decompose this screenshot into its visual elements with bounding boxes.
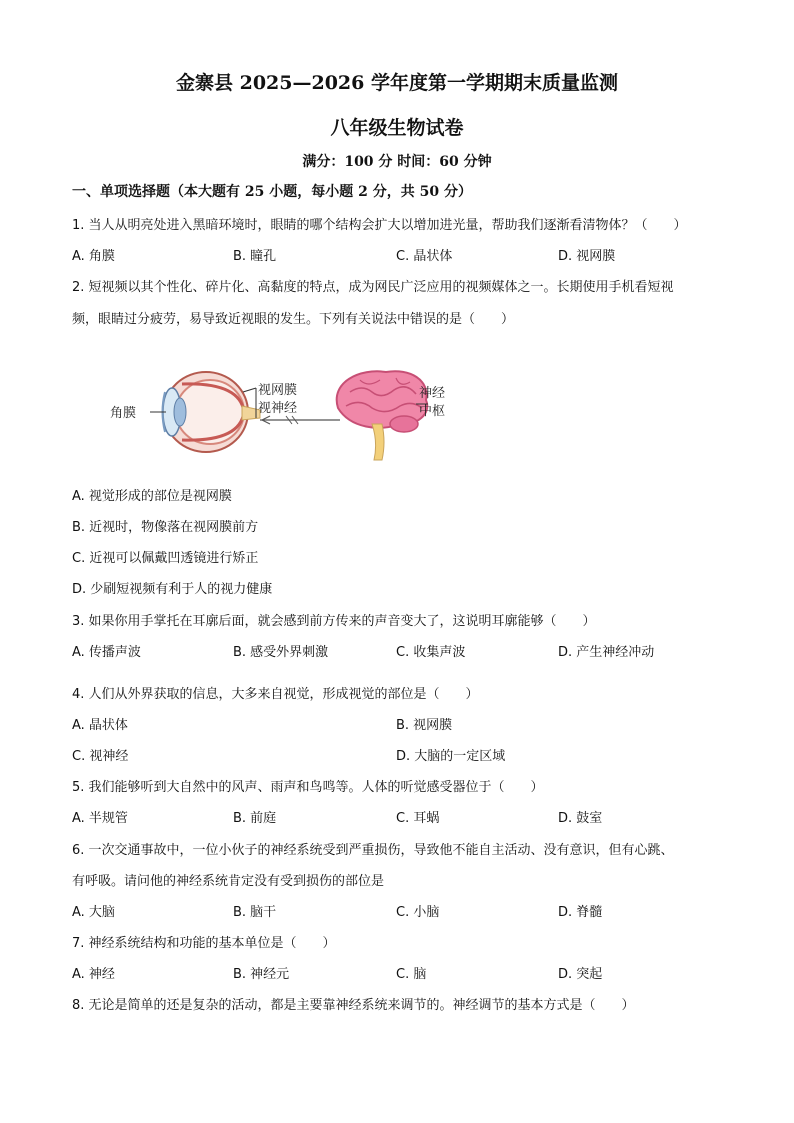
exam-title: 金寨县 2025—2026 学年度第一学期期末质量监测 xyxy=(176,72,618,94)
label-optic-nerve: 视神经 xyxy=(258,401,298,416)
q6-option-a: A. 大脑 xyxy=(72,905,115,920)
q2-option-d: D. 少刷短视频有利于人的视力健康 xyxy=(72,582,273,597)
question-8-stem: 8. 无论是简单的还是复杂的活动，都是主要靠神经系统来调节的。神经调节的基本方式是（ ） xyxy=(72,998,635,1013)
q3-option-c: C. 收集声波 xyxy=(396,645,466,660)
q4-option-b: B. 视网膜 xyxy=(396,718,453,733)
label-retina: 视网膜 xyxy=(258,383,298,398)
question-2-stem-line2: 频，眼睛过分疲劳，易导致近视眼的发生。下列有关说法中错误的是（ ） xyxy=(72,312,515,327)
q7-option-b: B. 神经元 xyxy=(233,967,290,982)
label-center-2: 中枢 xyxy=(419,404,446,419)
q4-option-d: D. 大脑的一定区域 xyxy=(396,749,506,764)
q2-option-b: B. 近视时，物像落在视网膜前方 xyxy=(72,520,259,535)
question-7-stem: 7. 神经系统结构和功能的基本单位是（ ） xyxy=(72,936,336,951)
question-5-stem: 5. 我们能够听到大自然中的风声、雨声和鸟鸣等。人体的听觉感受器位于（ ） xyxy=(72,780,544,795)
q6-option-d: D. 脊髓 xyxy=(558,905,603,920)
question-6-stem-line1: 6. 一次交通事故中，一位小伙子的神经系统受到严重损伤，导致他不能自主活动、没有意识，但有心跳、 xyxy=(72,843,674,858)
q5-option-a: A. 半规管 xyxy=(72,811,128,826)
q4-option-c: C. 视神经 xyxy=(72,749,129,764)
question-4-stem: 4. 人们从外界获取的信息，大多来自视觉，形成视觉的部位是（ ） xyxy=(72,687,479,702)
eye-brain-diagram xyxy=(110,362,470,472)
q2-option-c: C. 近视可以佩戴凹透镜进行矫正 xyxy=(72,551,259,566)
question-3-stem: 3. 如果你用手掌托在耳廓后面，就会感到前方传来的声音变大了，这说明耳廓能够（ ） xyxy=(72,614,596,629)
q6-option-b: B. 脑干 xyxy=(233,905,277,920)
q3-option-a: A. 传播声波 xyxy=(72,645,141,660)
eyeball-illustration xyxy=(163,372,261,452)
eye-brain-figure xyxy=(110,362,470,472)
brain-illustration xyxy=(337,371,428,460)
q1-option-b: B. 瞳孔 xyxy=(233,249,277,264)
question-1-stem: 1. 当人从明亮处进入黑暗环境时，眼睛的哪个结构会扩大以增加进光量，帮助我们逐渐看清物体？（ ） xyxy=(72,218,687,233)
q1-option-c: C. 晶状体 xyxy=(396,249,453,264)
q5-option-c: C. 耳蜗 xyxy=(396,811,440,826)
q3-option-b: B. 感受外界刺激 xyxy=(233,645,329,660)
q7-option-c: C. 脑 xyxy=(396,967,427,982)
exam-info: 满分：100 分 时间：60 分钟 xyxy=(302,154,492,170)
q5-option-d: D. 鼓室 xyxy=(558,811,603,826)
label-center-1: 神经 xyxy=(419,386,446,401)
question-6-stem-line2: 有呼吸。请问他的神经系统肯定没有受到损伤的部位是 xyxy=(72,874,385,889)
label-cornea: 角膜 xyxy=(110,406,137,421)
q2-option-a: A. 视觉形成的部位是视网膜 xyxy=(72,489,232,504)
exam-subtitle: 八年级生物试卷 xyxy=(330,117,464,139)
question-2-stem-line1: 2. 短视频以其个性化、碎片化、高黏度的特点，成为网民广泛应用的视频媒体之一。长期使用手机看短视 xyxy=(72,280,674,295)
q5-option-b: B. 前庭 xyxy=(233,811,277,826)
q7-option-d: D. 突起 xyxy=(558,967,603,982)
section-heading: 一、单项选择题（本大题有 25 小题，每小题 2 分，共 50 分） xyxy=(72,184,472,200)
q4-option-a: A. 晶状体 xyxy=(72,718,128,733)
q1-option-a: A. 角膜 xyxy=(72,249,115,264)
q3-option-d: D. 产生神经冲动 xyxy=(558,645,655,660)
q1-option-d: D. 视网膜 xyxy=(558,249,616,264)
q6-option-c: C. 小脑 xyxy=(396,905,440,920)
q7-option-a: A. 神经 xyxy=(72,967,115,982)
